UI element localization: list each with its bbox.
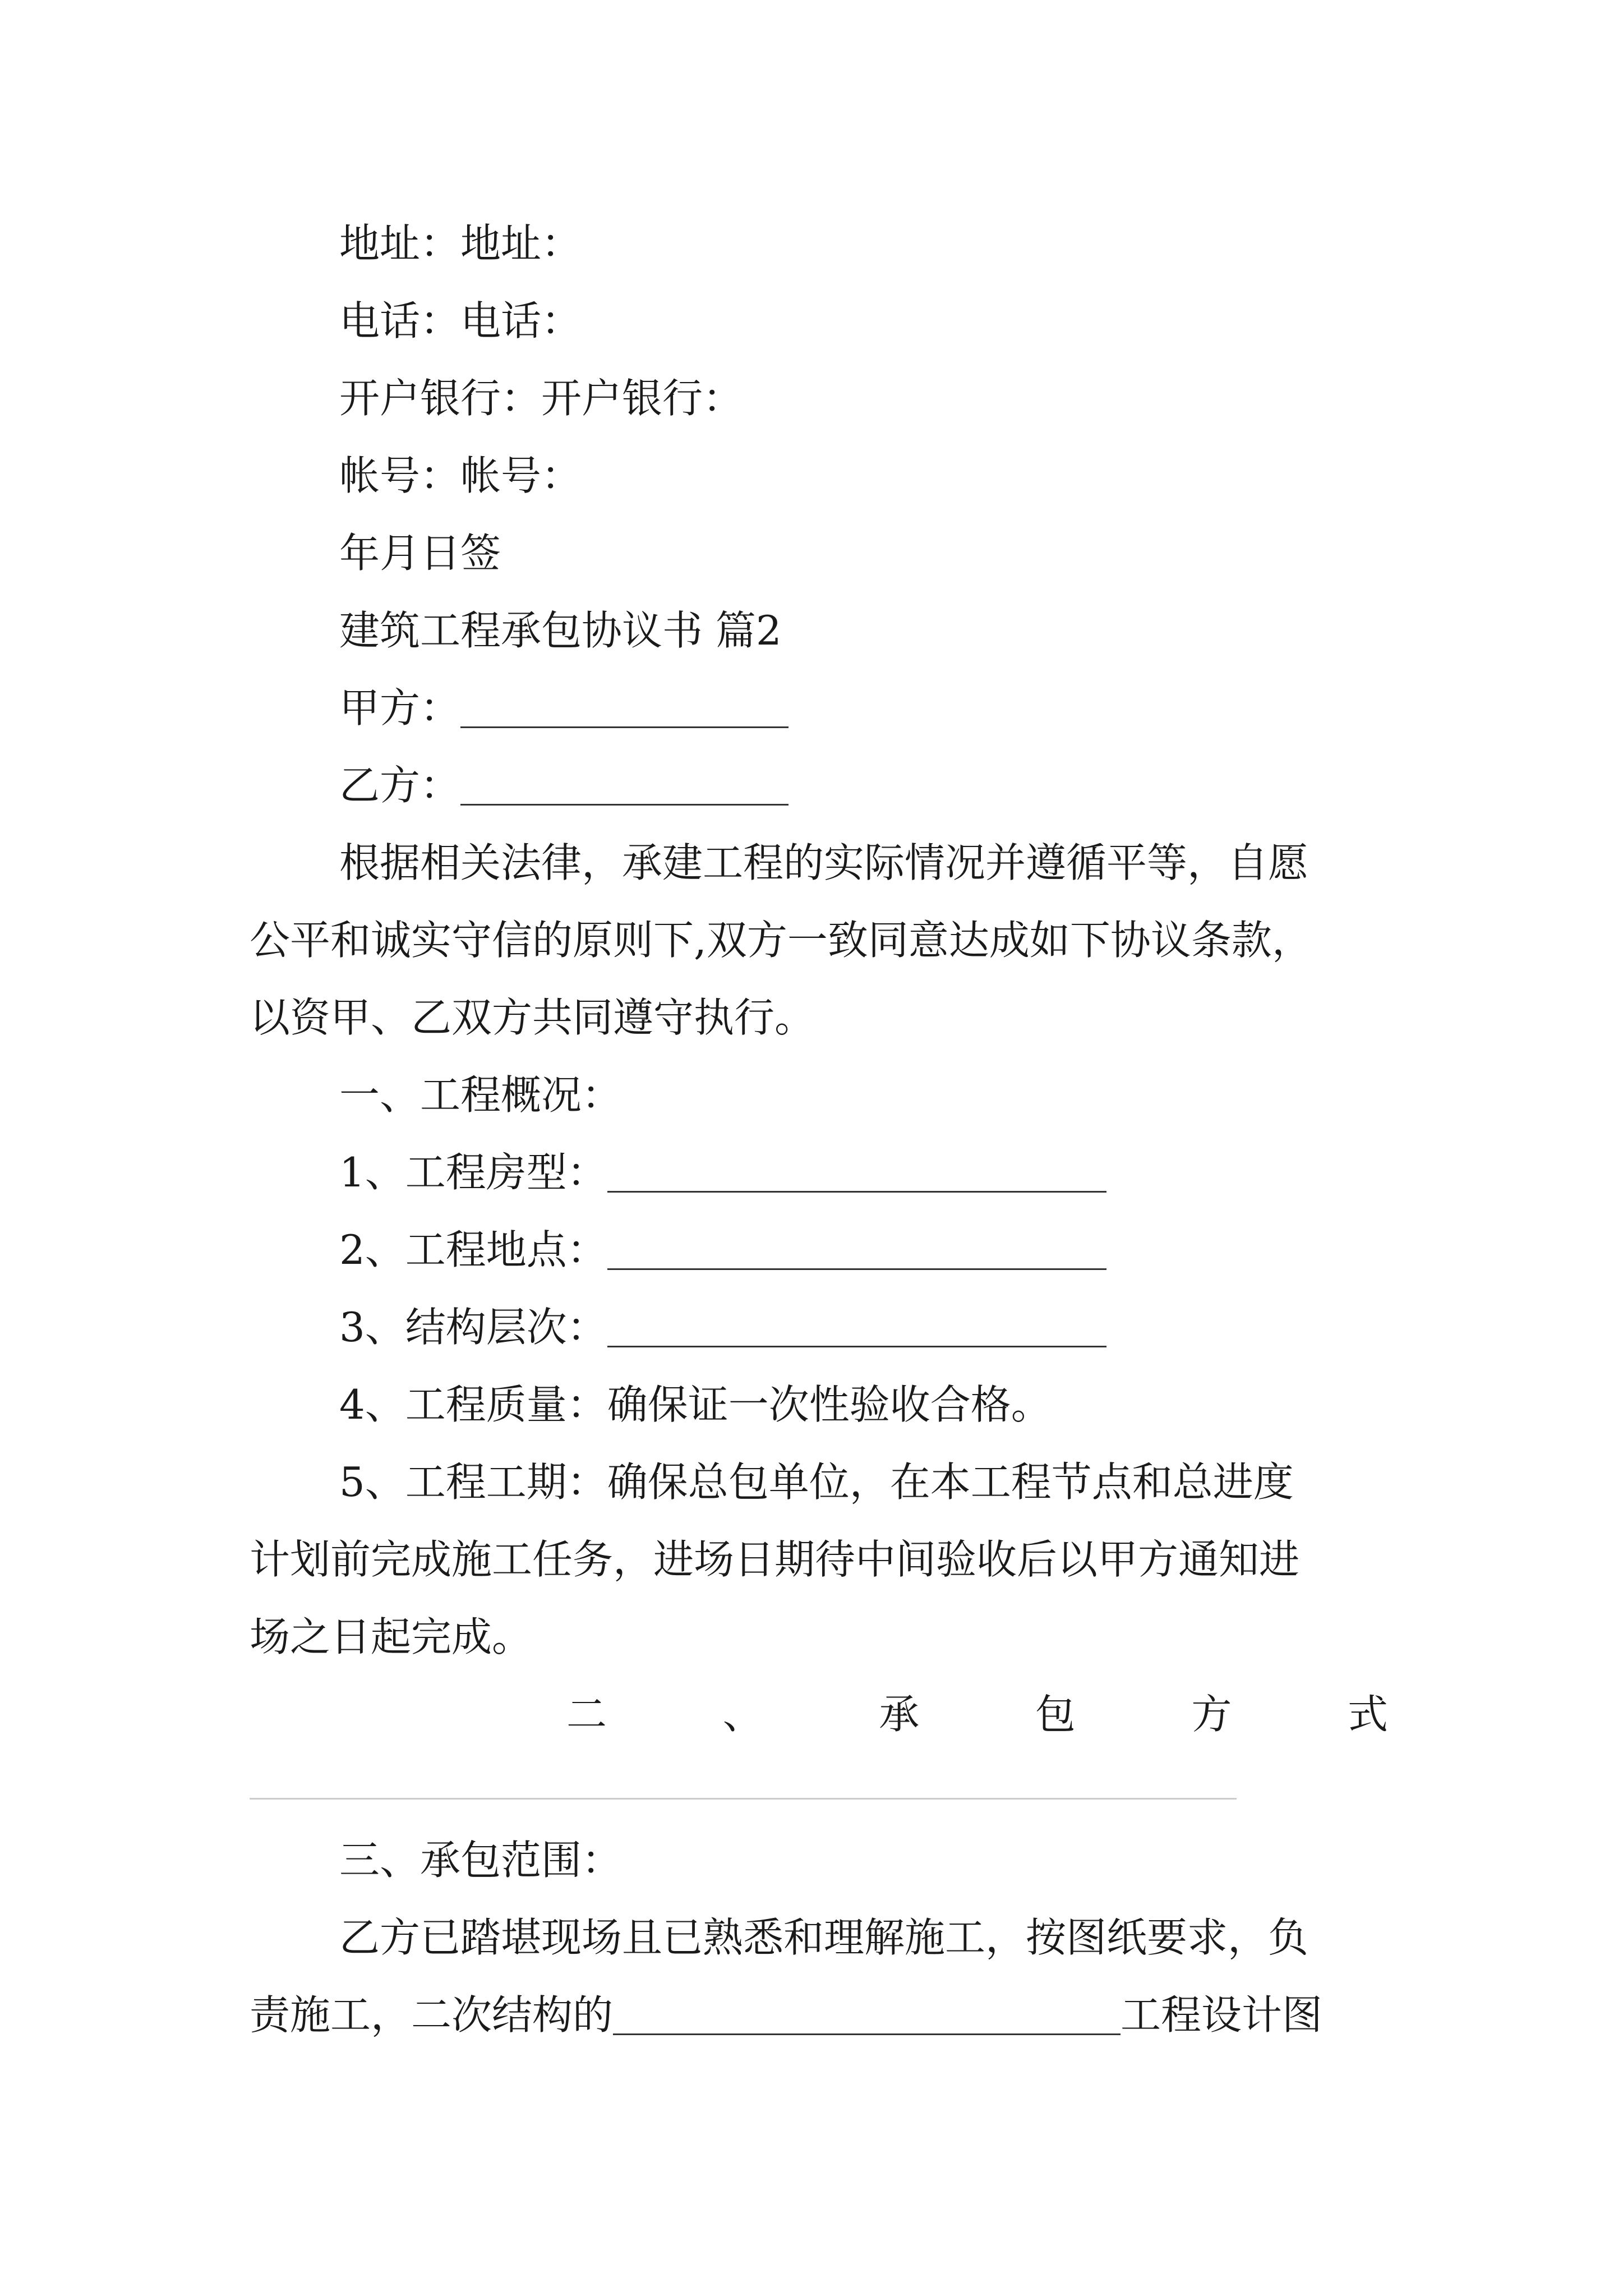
item-5-line-1: 5、工程工期：确保总包单位，在本工程节点和总进度	[339, 1458, 1294, 1506]
item-2-line	[339, 1226, 1388, 1273]
item-2-label: 2、工程地点：	[339, 1226, 607, 1273]
section-2-char: 方	[1191, 1691, 1232, 1738]
party-a-line	[339, 684, 1388, 731]
account-line: 帐号：帐号：	[339, 452, 582, 499]
item-1-blank	[607, 1158, 1106, 1193]
date-sign-line: 年月日签	[339, 530, 501, 577]
address-line: 地址：地址：	[339, 220, 582, 267]
section-2-char: 式	[1347, 1691, 1388, 1738]
item-3-blank	[607, 1313, 1106, 1347]
scope-line-2-after: 工程设计图	[1121, 1991, 1323, 2039]
preamble-line-3: 以资甲、乙双方共同遵守执行。	[250, 994, 815, 1041]
preamble-line-2: 公平和诚实守信的原则下,双方一致同意达成如下协议条款，	[250, 917, 1312, 964]
item-3-label: 3、结构层次：	[339, 1304, 607, 1351]
scope-blank	[613, 2001, 1121, 2035]
party-b-label: 乙方：	[339, 762, 461, 809]
item-1-line	[339, 1149, 1388, 1196]
section-1-heading: 一、工程概况：	[339, 1071, 623, 1119]
section-2-heading	[566, 1691, 1388, 1738]
party-b-line	[339, 762, 1388, 809]
party-a-label: 甲方：	[339, 684, 461, 731]
phone-line: 电话：电话：	[339, 297, 582, 344]
section-2-char: 包	[1035, 1691, 1076, 1738]
item-4-line: 4、工程质量：确保证一次性验收合格。	[339, 1381, 1052, 1428]
item-3-line	[339, 1304, 1388, 1351]
document-title: 建筑工程承包协议书 篇2	[339, 607, 782, 654]
section-2-char: 二	[566, 1691, 607, 1738]
section-2-char: 、	[722, 1691, 763, 1738]
section-3-heading: 三、承包范围：	[339, 1837, 623, 1884]
section-2-blank-rule	[250, 1798, 1237, 1800]
preamble-line-1: 根据相关法律，承建工程的实际情况并遵循平等，自愿	[339, 839, 1309, 886]
scope-line-1: 乙方已踏堪现场且已熟悉和理解施工，按图纸要求，负	[339, 1914, 1309, 1961]
item-2-blank	[607, 1236, 1106, 1270]
party-b-blank	[460, 771, 789, 806]
item-5-line-3: 场之日起完成。	[250, 1613, 533, 1660]
scope-line-2	[250, 1991, 1388, 2039]
item-5-line-2: 计划前完成施工任务，进场日期待中间验收后以甲方通知进	[250, 1536, 1300, 1583]
section-2-char: 承	[879, 1691, 920, 1738]
party-a-blank	[460, 694, 789, 728]
item-1-label: 1、工程房型：	[339, 1149, 607, 1196]
bank-line: 开户银行：开户银行：	[339, 375, 744, 422]
scope-line-2-before: 责施工，二次结构的	[250, 1991, 614, 2039]
